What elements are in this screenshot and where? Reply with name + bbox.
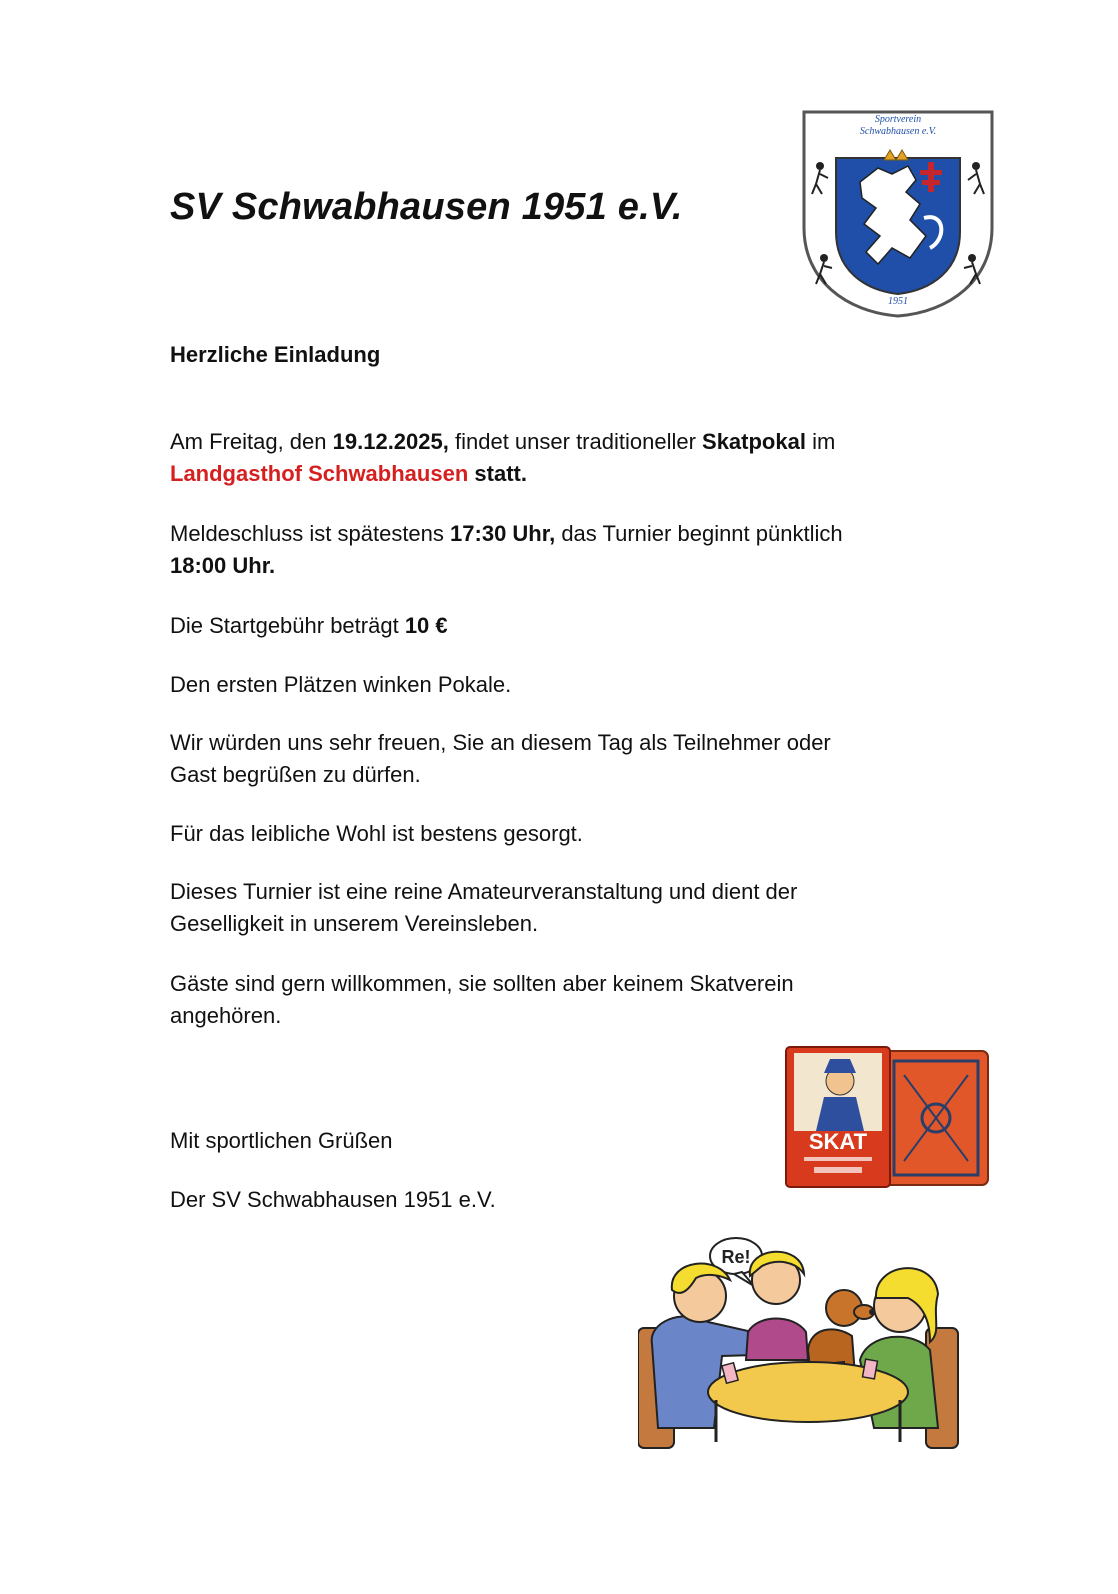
paragraph-prizes: Den ersten Plätzen winken Pokale.: [170, 672, 512, 697]
cards-label: SKAT: [808, 1129, 868, 1154]
crest-top-text-1: Sportverein: [874, 114, 922, 125]
registration-deadline: 17:30 Uhr,: [450, 521, 556, 546]
closing-greeting: Mit sportlichen Grüßen: [170, 1128, 393, 1153]
skat-players-cartoon: [638, 1232, 960, 1452]
crest-year: 1951: [888, 296, 908, 307]
entry-fee: 10 €: [404, 613, 448, 638]
paragraph-event: Am Freitag, den 19.12.2025, findet unser traditioneller Skatpokal im Landgasthof Schwabhausen statt.: [170, 429, 836, 486]
event-date: 19.12.2025,: [332, 429, 449, 454]
speech-bubble-text: Re!: [721, 1247, 751, 1267]
skat-cards-image: [784, 1045, 994, 1195]
paragraph-catering: Für das leibliche Wohl ist bestens gesorgt.: [170, 821, 583, 846]
paragraph-times: Meldeschluss ist spätestens 17:30 Uhr, das Turnier beginnt pünktlich 18:00 Uhr.: [170, 521, 843, 578]
paragraph-welcome: Wir würden uns sehr freuen, Sie an diesem Tag als Teilnehmer oder Gast begrüßen zu dürfen.: [170, 730, 831, 787]
page-title: SV Schwabhausen 1951 e.V.: [170, 186, 683, 228]
start-time: 18:00 Uhr.: [170, 553, 276, 578]
signature: Der SV Schwabhausen 1951 e.V.: [170, 1187, 496, 1212]
event-name: Skatpokal: [702, 429, 806, 454]
paragraph-fee: Die Startgebühr beträgt 10 €: [170, 613, 448, 638]
invitation-heading: Herzliche Einladung: [170, 342, 381, 367]
paragraph-guests: Gäste sind gern willkommen, sie sollten aber keinem Skatverein angehören.: [170, 971, 794, 1028]
event-venue: Landgasthof Schwabhausen: [170, 461, 469, 486]
club-crest-logo: [800, 108, 996, 320]
paragraph-amateur: Dieses Turnier ist eine reine Amateurveranstaltung und dient der Geselligkeit in unserem Vereinsleben.: [170, 879, 798, 936]
crest-top-text-2: Schwabhausen e.V.: [859, 126, 937, 137]
